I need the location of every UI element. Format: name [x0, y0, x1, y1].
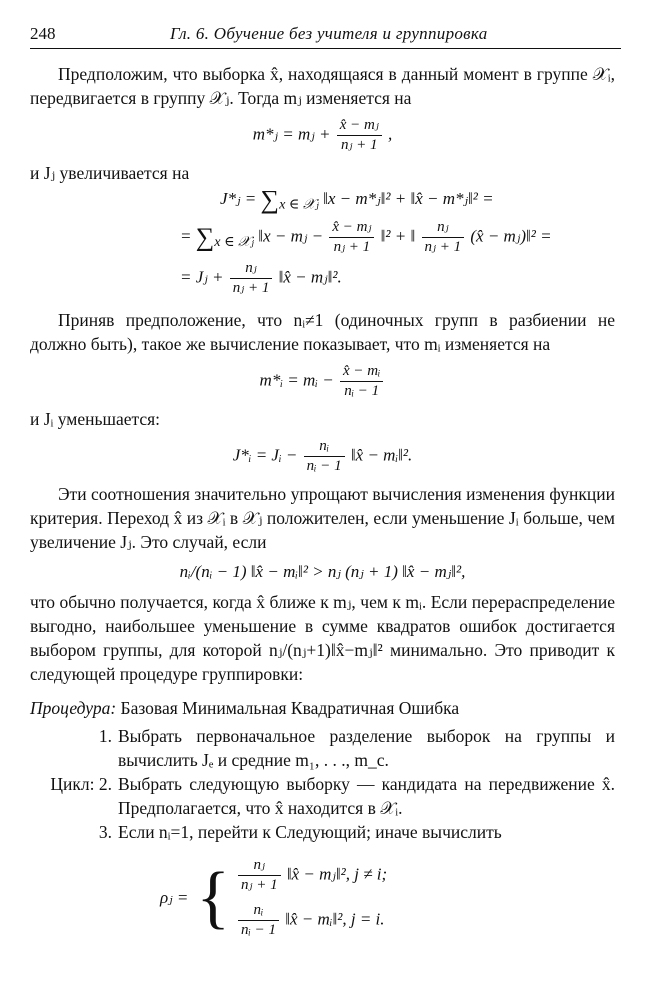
- sum-sign: ∑: [260, 185, 280, 215]
- equation-mj-update: m*ⱼ = mⱼ + $\frac{\text{x̂ − mⱼ}}{\text{nⱼ + 1}}$ ,: [252, 117, 393, 153]
- equation-rho: ρⱼ = { $\frac{\text{nⱼ}}{\text{nⱼ + 1}}$ ‖x̂ − mⱼ‖², j ≠ i; $\frac{\text{nᵢ}}{\text{nᵢ − 1}}$ ‖x̂ − mᵢ‖², j = i.: [30, 850, 615, 946]
- paragraph-4: и Jᵢ уменьшается:: [30, 409, 161, 430]
- running-title: Гл. 6. Обучение без учителя и группировка: [170, 24, 488, 43]
- cases: [236, 850, 387, 946]
- equation-jj-update: [30, 187, 615, 298]
- case-j-not-i: $\frac{\text{nⱼ}}{\text{nⱼ + 1}}$ ‖x̂ − mⱼ‖², j ≠ i;: [236, 856, 387, 895]
- fraction: $\frac{\text{nⱼ}}{\text{nⱼ + 1}}$: [230, 259, 273, 298]
- procedure-steps: [30, 724, 615, 844]
- paragraph-1: Предположим, что выборка x̂, находящаяся в данный момент в группе 𝒳ᵢ, передвигается в группу 𝒳ⱼ. Тогда mⱼ изменяется на: [30, 64, 615, 108]
- paragraph-2: и Jⱼ увеличивается на: [30, 163, 190, 183]
- jj-line-2: = $\sum_{x \in 𝒳ⱼ}$ ‖x − mⱼ − $\frac{\text{x̂ − mⱼ}}{\text{nⱼ + 1}}$ ‖² + ‖ $\frac{\text{nⱼ}}{\text{nⱼ + 1}}$ (x̂ − mⱼ)‖² =: [180, 219, 552, 256]
- fraction: $\frac{\text{x̂ − mⱼ}}{\text{nⱼ + 1}}$: [329, 218, 374, 257]
- equation-inequality: nᵢ/(nᵢ − 1) ‖x̂ − mᵢ‖² > nⱼ (nⱼ + 1) ‖x̂ − mⱼ‖²,: [179, 562, 466, 582]
- case-j-equals-i: $\frac{\text{nᵢ}}{\text{nᵢ − 1}}$ ‖x̂ − mᵢ‖², j = i.: [236, 901, 387, 940]
- page-body: [30, 62, 615, 946]
- page-header: [30, 22, 621, 49]
- equation-ji-update: J*ᵢ = Jᵢ − $\frac{\text{nᵢ}}{\text{nᵢ − 1}}$ ‖x̂ − mᵢ‖².: [232, 438, 413, 475]
- procedure-step: 1. Выбрать первоначальное разделение выборок на группы и вычислить Jₑ и средние m₁, . . ., m_c.: [98, 726, 615, 771]
- paragraph-3: Приняв предположение, что nᵢ≠1 (одиночных групп в разбиении не должно быть), такое же вычисление показывает, что mᵢ изменяется на: [30, 310, 615, 355]
- paragraph-6: что обычно получается, когда x̂ ближе к mⱼ, чем к mᵢ. Если перераспределение выгодно, наибольшее уменьшение в сумме квадратов ошибок достигается выбором группы, для которой nⱼ/(nⱼ+1)‖x̂−mⱼ‖² минимально. Это приводит к следующей процедуре группировки:: [30, 592, 615, 685]
- left-brace: {: [196, 859, 230, 937]
- fraction: $\frac{\text{x̂ − mᵢ}}{\text{nᵢ − 1}}$: [340, 362, 384, 401]
- fraction: $\frac{\text{nᵢ}}{\text{nᵢ − 1}}$: [304, 437, 345, 476]
- jj-line-1: J*ⱼ = $\sum_{x \in 𝒳ⱼ}$ ‖x − m*ⱼ‖² + ‖x̂ − m*ⱼ‖² =: [220, 185, 494, 215]
- jj-line-3: = Jⱼ + $\frac{\text{nⱼ}}{\text{nⱼ + 1}}$ ‖x̂ − mⱼ‖².: [180, 260, 342, 297]
- fraction: $\frac{\text{nⱼ}}{\text{nⱼ + 1}}$: [422, 218, 465, 257]
- paragraph-5: Эти соотношения значительно упрощают вычисления изменения функции критерия. Переход x̂ из 𝒳ᵢ в 𝒳ⱼ положителен, если уменьшение Jᵢ больше, чем увеличение Jⱼ. Это случай, если: [30, 484, 615, 553]
- fraction: $\frac{\text{x̂ − mⱼ}}{\text{nⱼ + 1}}$: [337, 116, 382, 155]
- procedure-step: 3. Если nᵢ=1, перейти к Следующий; иначе вычислить: [98, 822, 502, 843]
- procedure-step: Цикл: 2. Выбрать следующую выборку — кандидата на передвижение x̂. Предполагается, что x̂ находится в 𝒳ᵢ.: [50, 774, 615, 819]
- equation-mi-update: m*ᵢ = mᵢ − $\frac{\text{x̂ − mᵢ}}{\text{nᵢ − 1}}$: [30, 362, 615, 401]
- procedure-title: Процедура: Базовая Минимальная Квадратичная Ошибка: [30, 698, 460, 719]
- page-number: 248: [30, 24, 56, 43]
- sum-sign: ∑: [195, 222, 215, 252]
